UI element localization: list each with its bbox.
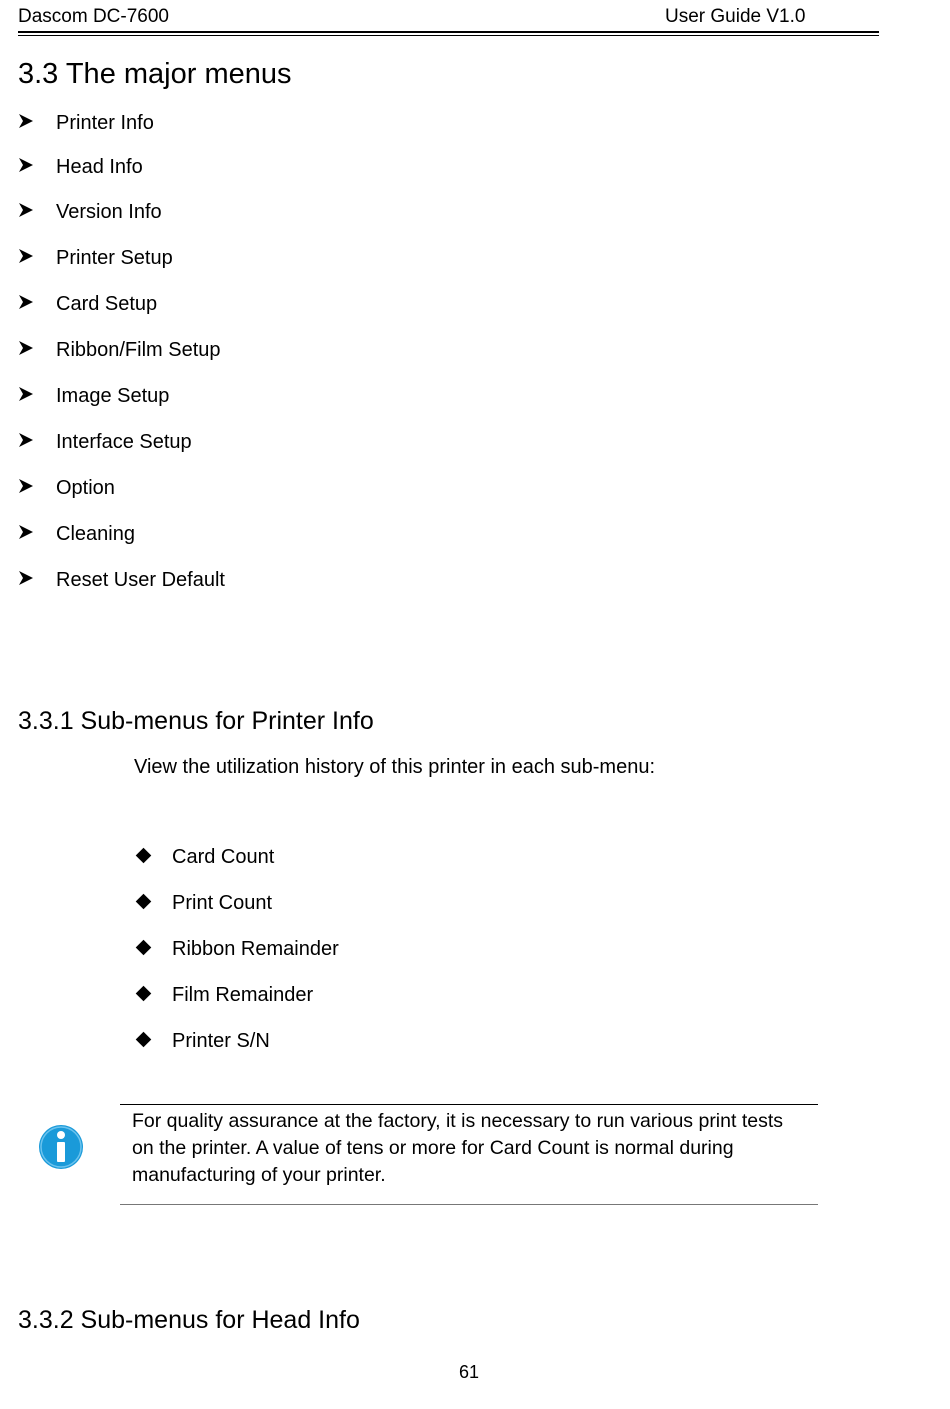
list-item (136, 890, 272, 916)
note-line: For quality assurance at the factory, it is necessary to run various print tests (132, 1110, 784, 1132)
header-version: User Guide V1.0 (665, 6, 806, 27)
list-item (18, 567, 225, 593)
note-line: manufacturing of your printer. (132, 1164, 386, 1186)
arrow-bullet-icon (18, 247, 56, 270)
list-item (136, 982, 313, 1008)
list-item (18, 429, 192, 455)
diamond-bullet-icon (136, 1031, 172, 1051)
arrow-bullet-icon (18, 156, 56, 179)
list-item (18, 475, 115, 501)
page-number: 61 (458, 1362, 480, 1382)
list-item (18, 383, 169, 409)
list-item-label: Interface Setup (56, 430, 192, 453)
list-item-label: Printer Info (56, 111, 154, 134)
subsection-intro: View the utilization history of this printer in each sub-menu: (134, 756, 656, 778)
arrow-bullet-icon (18, 201, 56, 224)
subsection-title-printer-info: 3.3.1 Sub-menus for Printer Info (18, 707, 374, 735)
list-item (136, 1028, 270, 1054)
list-item-label: Ribbon Remainder (172, 937, 339, 960)
list-item (136, 844, 274, 870)
list-item (18, 291, 157, 317)
diamond-bullet-icon (136, 893, 172, 913)
list-item (18, 110, 154, 136)
diamond-bullet-icon (136, 985, 172, 1005)
note-bottom-rule (120, 1204, 818, 1205)
list-item-label: Printer S/N (172, 1029, 270, 1052)
arrow-bullet-icon (18, 477, 56, 500)
arrow-bullet-icon (18, 569, 56, 592)
list-item (18, 199, 162, 225)
note-top-rule (120, 1104, 818, 1105)
diamond-bullet-icon (136, 939, 172, 959)
arrow-bullet-icon (18, 293, 56, 316)
header-doc-title: Dascom DC-7600 (18, 6, 169, 27)
list-item (18, 521, 135, 547)
note-line: on the printer. A value of tens or more for Card Count is normal during (132, 1137, 734, 1159)
list-item-label: Reset User Default (56, 568, 225, 591)
info-icon (38, 1124, 84, 1170)
list-item-label: Ribbon/Film Setup (56, 338, 221, 361)
list-item-label: Printer Setup (56, 246, 173, 269)
note-text (132, 1108, 822, 1189)
section-title: 3.3 The major menus (18, 58, 292, 90)
list-item-label: Option (56, 476, 115, 499)
list-item (18, 337, 221, 363)
list-item (18, 245, 173, 271)
list-item-label: Cleaning (56, 522, 135, 545)
list-item-label: Card Count (172, 845, 275, 868)
list-item (18, 154, 143, 180)
arrow-bullet-icon (18, 339, 56, 362)
list-item-label: Film Remainder (172, 983, 314, 1006)
subsection-title-head-info: 3.3.2 Sub-menus for Head Info (18, 1306, 360, 1334)
arrow-bullet-icon (18, 385, 56, 408)
diamond-bullet-icon (136, 847, 172, 867)
list-item (136, 936, 339, 962)
arrow-bullet-icon (18, 431, 56, 454)
arrow-bullet-icon (18, 523, 56, 546)
list-item-label: Card Setup (56, 292, 158, 315)
list-item-label: Version Info (56, 200, 162, 223)
header-rule (18, 31, 879, 36)
list-item-label: Image Setup (56, 384, 170, 407)
list-item-label: Head Info (56, 155, 143, 178)
list-item-label: Print Count (172, 891, 273, 914)
arrow-bullet-icon (18, 112, 56, 135)
